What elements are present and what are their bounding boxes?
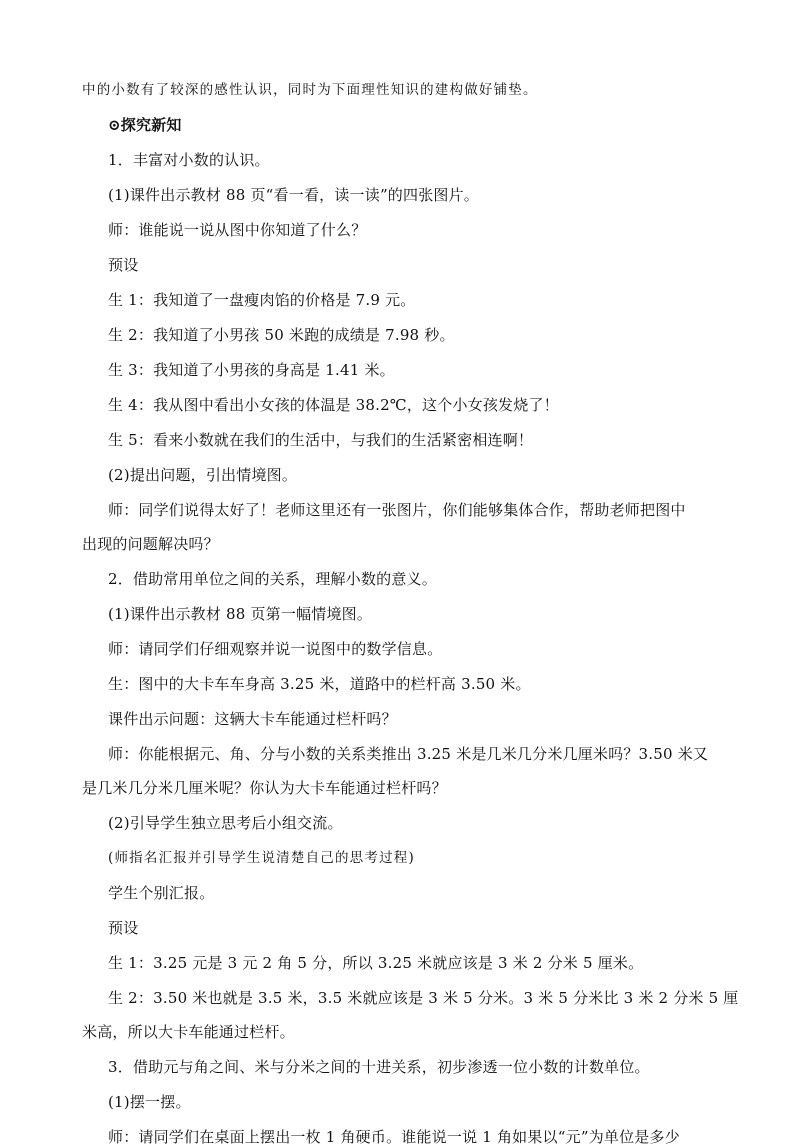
paragraph-line: (师指名汇报并引导学生说清楚自己的思考过程) [108, 850, 415, 866]
paragraph-line: 学生个别汇报。 [108, 884, 215, 902]
paragraph-line: 生 2：3.50 米也就是 3.5 米，3.5 米就应该是 3 米 5 分米。3 米 5 分米比 3 米 2 分米 5 厘 [108, 989, 739, 1007]
paragraph-line: 1．丰富对小数的认识。 [108, 151, 270, 169]
paragraph-line: 生 3：我知道了小男孩的身高是 1.41 米。 [108, 361, 395, 379]
paragraph-line: 是几米几分米几厘米呢？你认为大卡车能通过栏杆吗？ [82, 779, 447, 797]
paragraph-line: (2)提出问题，引出情境图。 [108, 466, 298, 484]
paragraph-line: 生 5：看来小数就在我们的生活中，与我们的生活紧密相连啊！ [108, 431, 534, 449]
paragraph-line: 预设 [108, 919, 139, 937]
paragraph-line: 中的小数有了较深的感性认识，同时为下面理性知识的建构做好铺垫。 [82, 82, 538, 98]
paragraph-line: 师：谁能说一说从图中你知道了什么？ [108, 221, 367, 239]
paragraph-line: 出现的问题解决吗？ [82, 535, 219, 553]
paragraph-line: 生 4：我从图中看出小女孩的体温是 38.2℃，这个小女孩发烧了！ [108, 396, 559, 414]
paragraph-line: 师：请同学们仔细观察并说一说图中的数学信息。 [108, 640, 443, 658]
paragraph-line: 生 1：3.25 元是 3 元 2 角 5 分，所以 3.25 米就应该是 3 米 2 分米 5 厘米。 [108, 954, 644, 972]
paragraph-line: (1)摆一摆。 [108, 1093, 191, 1111]
paragraph-line: (1)课件出示教材 88 页第一幅情境图。 [108, 605, 373, 623]
paragraph-line: (2)引导学生独立思考后小组交流。 [108, 814, 343, 832]
section-heading: ⊙探究新知 [108, 116, 182, 134]
paragraph-line: 师：你能根据元、角、分与小数的关系类推出 3.25 米是几米几分米几厘米吗？3.50 米又 [108, 745, 709, 763]
paragraph-line: 生：图中的大卡车车身高 3.25 米，道路中的栏杆高 3.50 米。 [108, 675, 531, 693]
paragraph-line: (1)课件出示教材 88 页“看一看，读一读”的四张图片。 [108, 186, 480, 204]
paragraph-line: 生 2：我知道了小男孩 50 米跑的成绩是 7.98 秒。 [108, 326, 455, 344]
paragraph-line: 生 1：我知道了一盘瘦肉馅的价格是 7.9 元。 [108, 291, 416, 309]
paragraph-line: 3．借助元与角之间、米与分米之间的十进关系，初步渗透一位小数的计数单位。 [108, 1058, 650, 1076]
paragraph-line: 2．借助常用单位之间的关系，理解小数的意义。 [108, 570, 437, 588]
paragraph-line: 师：同学们说得太好了！老师这里还有一张图片，你们能够集体合作，帮助老师把图中 [108, 501, 686, 519]
paragraph-line: 预设 [108, 256, 139, 274]
paragraph-line: 米高，所以大卡车能通过栏杆。 [82, 1023, 295, 1041]
paragraph-line: 师：请同学们在桌面上摆出一枚 1 角硬币。谁能说一说 1 角如果以“元”为单位是多少 [108, 1128, 680, 1146]
paragraph-line: 课件出示问题：这辆大卡车能通过栏杆吗？ [108, 710, 397, 728]
